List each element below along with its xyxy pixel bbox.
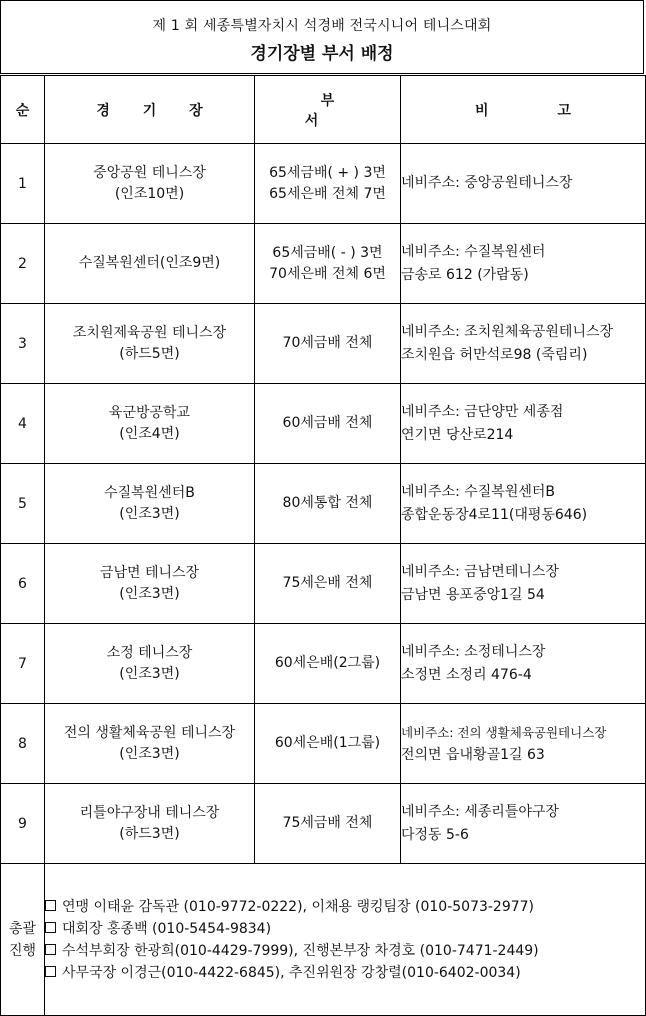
- row-number: [1, 384, 45, 464]
- note-cell-line: 소정면 소정리 476-4: [401, 666, 532, 683]
- note-cell: [401, 784, 646, 864]
- venue-cell-line: 중앙공원 테니스장: [93, 164, 206, 181]
- division-cell: [255, 464, 401, 544]
- division-cell-line: 60세금배 전체: [282, 415, 373, 431]
- note-cell: [401, 624, 646, 704]
- checkbox-square-icon: [45, 900, 56, 911]
- footer-row: [1, 864, 646, 1016]
- note-cell-line: 네비주소: 세종리틀야구장: [401, 803, 559, 820]
- venue-cell-line: 조치원제육공원 테니스장: [72, 324, 227, 341]
- row-number: [1, 464, 45, 544]
- venue-cell-line: (하드5면): [119, 345, 180, 362]
- venue-cell: [45, 384, 255, 464]
- venue-cell-line: 소정 테니스장: [106, 644, 193, 661]
- table-row: [1, 784, 646, 864]
- contact-line: [45, 962, 645, 984]
- note-cell: [401, 304, 646, 384]
- division-cell: [255, 544, 401, 624]
- note-cell-line: 종합운동장4로11(대평동646): [401, 506, 588, 523]
- contact-text: 대회장 홍종백 (010-5454-9834): [62, 920, 272, 937]
- venue-cell: [45, 704, 255, 784]
- note-cell-line: 네비주소: 소정테니스장: [401, 643, 546, 660]
- division-cell-line: 75세금배 전체: [282, 815, 373, 831]
- row-number-line: 7: [18, 655, 27, 672]
- row-number-line: 1: [18, 175, 27, 192]
- note-cell: [401, 144, 646, 224]
- division-cell-line: 60세은배(1그룹): [274, 735, 381, 751]
- division-cell: [255, 144, 401, 224]
- note-cell-line: 네비주소: 수질복원센터B: [401, 483, 556, 500]
- header-venue: [45, 76, 255, 144]
- division-cell-line: 65세금배( - ) 3면: [272, 244, 383, 261]
- venue-cell-line: (하드3면): [119, 825, 180, 842]
- division-cell: [255, 784, 401, 864]
- contact-line: [45, 918, 645, 940]
- division-cell-line: 70세금배 전체: [282, 335, 373, 351]
- venue-cell: [45, 304, 255, 384]
- venue-cell: [45, 544, 255, 624]
- table-row: [1, 544, 646, 624]
- table-header-row: [1, 76, 646, 144]
- note-cell: [401, 704, 646, 784]
- venue-cell-line: (인조3면): [119, 665, 180, 682]
- venue-cell: [45, 144, 255, 224]
- header-note-label: 비 고: [475, 102, 603, 119]
- footer-label-line: 진행: [8, 942, 37, 959]
- row-number: [1, 544, 45, 624]
- venue-cell: [45, 784, 255, 864]
- row-number: [1, 624, 45, 704]
- table-row: [1, 384, 646, 464]
- division-cell-line: 70세은배 전체 6면: [269, 265, 386, 282]
- division-cell: [255, 224, 401, 304]
- division-cell-line: 80세통합 전체: [282, 495, 373, 511]
- table-row: [1, 144, 646, 224]
- venue-cell-line: 리틀야구장내 테니스장: [79, 804, 220, 821]
- division-cell-line: 65세은배 전체 7면: [269, 185, 386, 202]
- note-cell-line: 네비주소: 중앙공원테니스장: [401, 175, 573, 191]
- table-body: [1, 144, 646, 864]
- row-number-line: 4: [18, 415, 27, 432]
- venue-cell-line: (인조3면): [119, 585, 180, 602]
- row-number: [1, 304, 45, 384]
- contact-text: 연맹 이태윤 감독관 (010-9772-0222), 이채용 랭킹팀장 (010-5073-2977): [62, 898, 535, 915]
- note-cell-line: 다정동 5-6: [401, 826, 469, 843]
- row-number-line: 9: [18, 815, 27, 832]
- header-no: 순: [1, 76, 45, 144]
- row-number-line: 8: [18, 735, 27, 752]
- note-cell-line: 네비주소: 전의 생활체육공원테니스장: [401, 724, 607, 740]
- note-cell-line: 네비주소: 금단양만 세종점: [401, 403, 564, 420]
- header-division-label: 부 서: [304, 92, 367, 129]
- document-subtitle: 제 1 회 세종특별자치시 석경배 전국시니어 테니스대회: [152, 18, 492, 34]
- row-number: [1, 144, 45, 224]
- row-number-line: 2: [18, 255, 27, 272]
- venue-cell-line: (인조3면): [119, 745, 180, 762]
- footer-label-line: 총괄: [8, 920, 37, 937]
- note-cell: [401, 224, 646, 304]
- division-cell-line: 75세은배 전체: [282, 575, 373, 591]
- checkbox-square-icon: [45, 966, 56, 977]
- table-row: [1, 224, 646, 304]
- document-title: 경기장별 부서 배정: [250, 44, 394, 64]
- checkbox-square-icon: [45, 944, 56, 955]
- note-cell-line: 연기면 당산로214: [401, 426, 514, 443]
- division-cell: [255, 704, 401, 784]
- note-cell-line: 전의면 읍내황골1길 63: [401, 746, 545, 763]
- document-header: [0, 0, 644, 74]
- row-number: [1, 224, 45, 304]
- footer-label: [1, 864, 45, 1016]
- venue-cell-line: 금남면 테니스장: [99, 564, 200, 581]
- venue-cell-line: 수질복원센터(인조9면): [78, 255, 221, 271]
- footer-contacts: [45, 864, 646, 1016]
- note-cell: [401, 384, 646, 464]
- checkbox-square-icon: [45, 922, 56, 933]
- venue-cell: [45, 464, 255, 544]
- venue-cell-line: 전의 생활체육공원 테니스장: [63, 724, 236, 741]
- division-cell: [255, 384, 401, 464]
- table-row: [1, 464, 646, 544]
- venue-cell-line: (인조3면): [119, 505, 180, 522]
- contact-text: 수석부회장 한광희(010-4429-7999), 진행본부장 차경호 (010-7471-2449): [62, 942, 539, 959]
- contact-line: [45, 940, 645, 962]
- note-cell-line: 네비주소: 수질복원센터: [401, 243, 546, 260]
- division-cell-line: 60세은배(2그룹): [274, 655, 381, 671]
- table-row: [1, 304, 646, 384]
- venue-cell-line: (인조4면): [119, 425, 180, 442]
- division-cell-line: 65세금배( + ) 3면: [269, 164, 386, 181]
- note-cell-line: 조치원읍 허만석로98 (죽림리): [401, 346, 588, 363]
- note-cell-line: 네비주소: 조치원체육공원테니스장: [401, 323, 614, 340]
- venue-cell: [45, 624, 255, 704]
- row-number-line: 5: [18, 495, 27, 512]
- division-cell: [255, 304, 401, 384]
- venue-cell-line: 육군방공학교: [108, 404, 191, 421]
- note-cell-line: 네비주소: 금남면테니스장: [401, 563, 559, 580]
- row-number: [1, 784, 45, 864]
- row-number-line: 6: [18, 575, 27, 592]
- row-number-line: 3: [18, 335, 27, 352]
- note-cell: [401, 464, 646, 544]
- table-row: [1, 624, 646, 704]
- header-division: [255, 76, 401, 144]
- contact-line: [45, 896, 645, 918]
- table-row: [1, 704, 646, 784]
- venue-cell-line: (인조10면): [114, 185, 185, 202]
- venue-cell: [45, 224, 255, 304]
- note-cell-line: 금남면 용포중앙1길 54: [401, 586, 545, 603]
- header-note: [401, 76, 646, 144]
- division-cell: [255, 624, 401, 704]
- header-venue-label: 경 기 장: [96, 102, 217, 119]
- assignment-table: [0, 75, 646, 1016]
- venue-cell-line: 수질복원센터B: [104, 484, 195, 501]
- row-number: [1, 704, 45, 784]
- note-cell: [401, 544, 646, 624]
- contact-text: 사무국장 이경근(010-4422-6845), 추진위원장 강창렬(010-6402-0034): [62, 964, 521, 981]
- note-cell-line: 금송로 612 (가람동): [401, 266, 529, 283]
